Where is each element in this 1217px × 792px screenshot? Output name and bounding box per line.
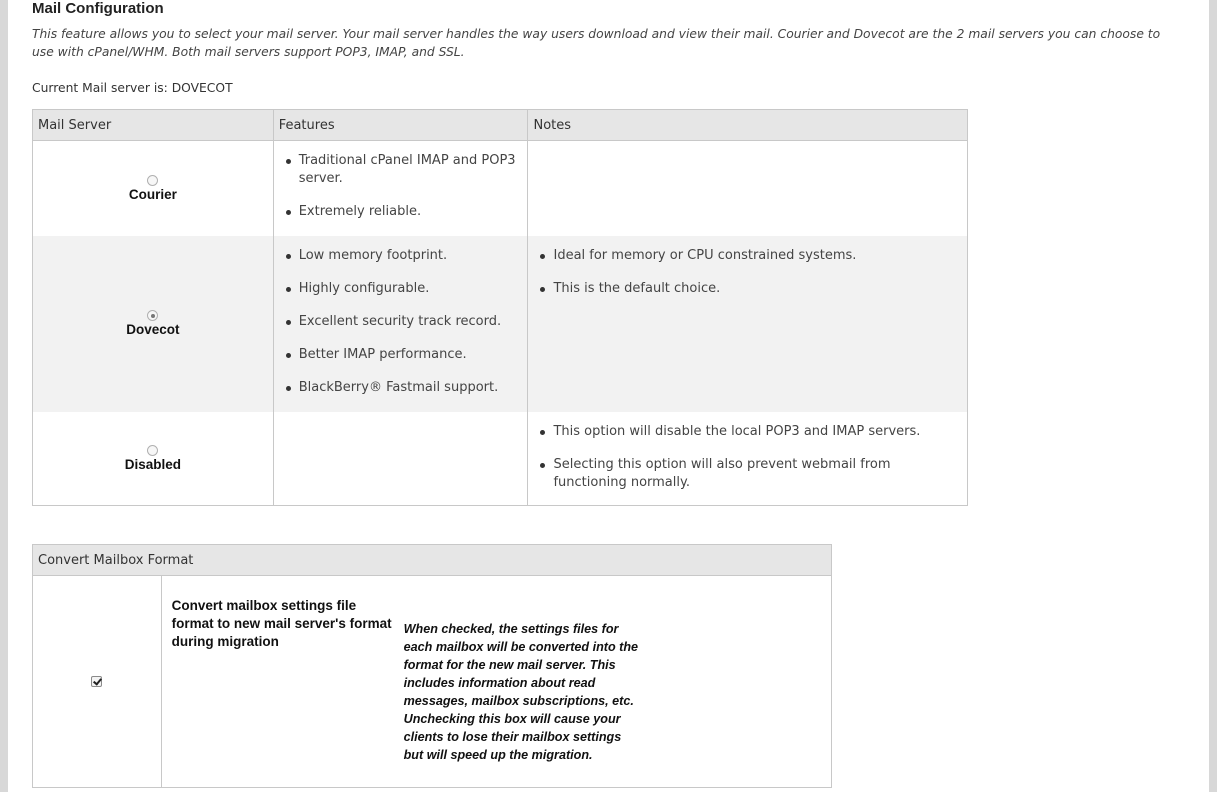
server-row-courier: [33, 141, 968, 236]
disabled-radio[interactable]: [147, 445, 158, 456]
features-cell: [273, 236, 528, 412]
courier-radio[interactable]: [147, 175, 158, 186]
server-option-disabled[interactable]: [33, 412, 274, 506]
table-header-row: [33, 110, 968, 141]
server-name: Dovecot: [126, 322, 180, 337]
convert-mailbox-checkbox[interactable]: [91, 676, 102, 687]
note-item: Selecting this option will also prevent webmail from functioning normally.: [553, 456, 957, 492]
dovecot-radio[interactable]: [147, 310, 158, 321]
server-name: Courier: [128, 186, 177, 202]
notes-cell: [528, 412, 968, 506]
notes-cell: [528, 141, 968, 236]
convert-mailbox-header: Convert Mailbox Format: [33, 545, 832, 576]
convert-option-help: When checked, the settings files for each mailbox will be converted into the format for the new mail server. This includes information about read messages, mailbox subscriptions, etc. Unchecking this box will cause your clients to lose their mailbox settings but will speed up the migration.: [403, 622, 639, 762]
server-row-disabled: [33, 412, 968, 506]
feature-item: Excellent security track record.: [299, 313, 518, 331]
features-cell: [273, 412, 528, 506]
convert-mailbox-table: [32, 544, 832, 788]
feature-item: Low memory footprint.: [299, 247, 518, 265]
current-server-status: Current Mail server is: DOVECOT: [32, 81, 233, 95]
convert-option-row: [33, 576, 832, 788]
column-header-features: Features: [273, 110, 528, 141]
server-option-courier[interactable]: [33, 141, 274, 236]
note-item: Ideal for memory or CPU constrained systems.: [553, 247, 957, 265]
checkbox-cell: [33, 576, 162, 788]
server-name: Disabled: [124, 456, 181, 472]
page-description: This feature allows you to select your mail server. Your mail server handles the way users download and view their mail. Courier and Dovecot are the 2 mail servers you can choose to use with cPanel/WHM. Both mail servers support POP3, IMAP, and SSL.: [32, 27, 1161, 59]
convert-option-cell: [161, 576, 831, 788]
column-header-notes: Notes: [528, 110, 968, 141]
features-cell: [273, 141, 528, 236]
note-item: This is the default choice.: [553, 280, 957, 298]
table-header-row: [33, 545, 832, 576]
mail-server-table: [32, 109, 968, 506]
feature-item: Traditional cPanel IMAP and POP3 server.: [298, 153, 516, 186]
notes-cell: [528, 236, 968, 412]
server-row-dovecot: [33, 236, 968, 412]
convert-option-label: Convert mailbox settings file format to new mail server's format during migration: [171, 598, 392, 649]
note-item: This option will disable the local POP3 and IMAP servers.: [553, 423, 957, 441]
column-header-mail-server: Mail Server: [33, 110, 274, 141]
feature-item: Highly configurable.: [299, 280, 518, 298]
feature-item: Better IMAP performance.: [299, 346, 518, 364]
page-title: Mail Configuration: [32, 0, 164, 17]
feature-item: BlackBerry® Fastmail support.: [299, 379, 518, 397]
server-option-dovecot[interactable]: [33, 236, 274, 412]
feature-item: Extremely reliable.: [299, 203, 518, 221]
